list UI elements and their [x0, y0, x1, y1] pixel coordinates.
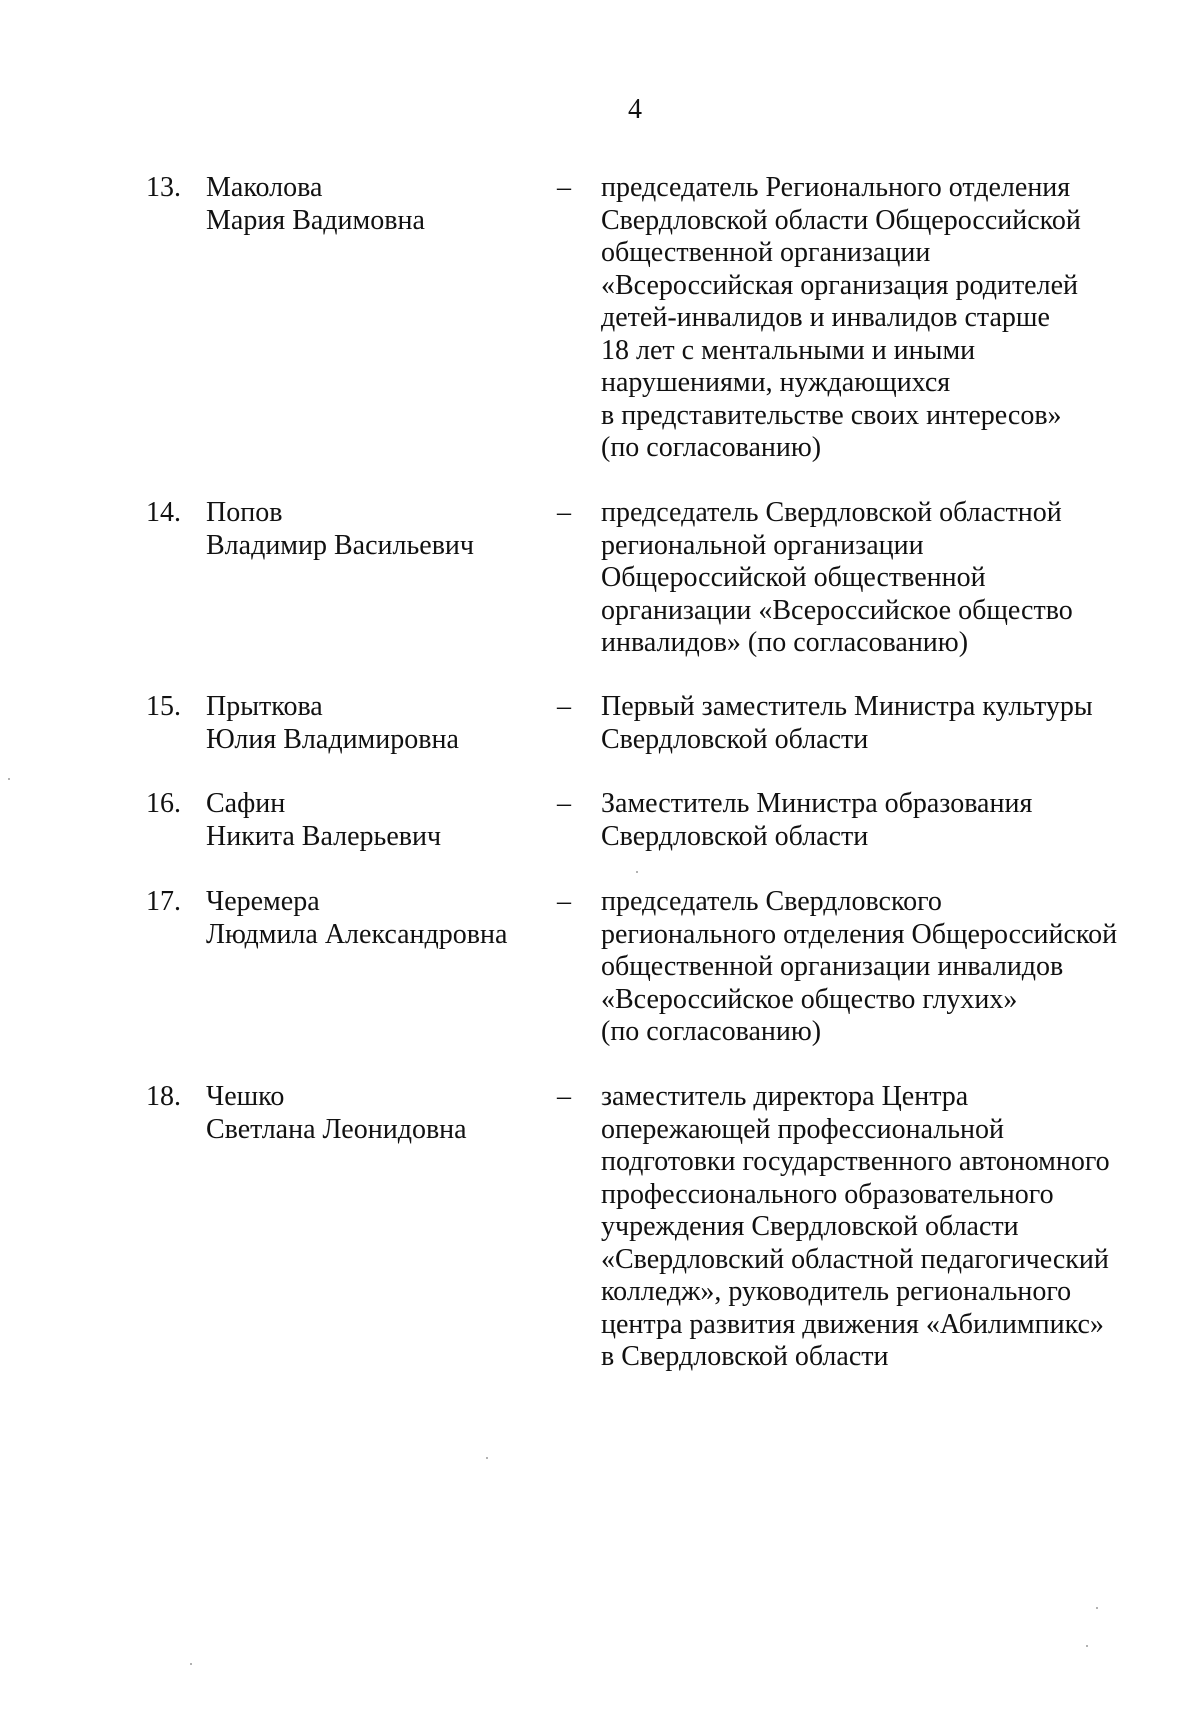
separator-dash: – — [557, 788, 571, 819]
scan-speck — [636, 871, 638, 873]
member-surname: Попов — [206, 497, 283, 528]
position-line: Свердловской области — [601, 723, 869, 755]
position-line: «Свердловский областной педагогический — [601, 1243, 1109, 1275]
position-line: председатель Свердловского — [601, 886, 942, 917]
member-given-names: Юлия Владимировна — [206, 723, 459, 755]
separator-dash: – — [557, 172, 571, 203]
position-line: Свердловской области Общероссийской — [601, 204, 1081, 236]
position-line: председатель Регионального отделения — [601, 172, 1071, 203]
separator-dash: – — [557, 886, 571, 917]
position-line: (по согласованию) — [601, 432, 822, 463]
position-line: (по согласованию) — [601, 1016, 822, 1047]
position-line: общественной организации инвалидов — [601, 951, 1064, 982]
member-position — [601, 1081, 1141, 1374]
position-line: детей-инвалидов и инвалидов старше — [601, 302, 1050, 333]
position-line: общественной организации — [601, 237, 931, 268]
position-line: учреждения Свердловской области — [601, 1211, 1019, 1242]
member-given-names: Светлана Леонидовна — [206, 1113, 467, 1145]
position-line: в представительстве своих интересов» — [601, 399, 1062, 431]
member-surname: Прыткова — [206, 691, 323, 722]
separator-dash: – — [557, 691, 571, 722]
scan-speck — [190, 1663, 192, 1665]
position-line: регионального отделения Общероссийской — [601, 918, 1118, 950]
position-line: организации «Всероссийское общество — [601, 594, 1073, 626]
position-line: профессионального образовательного — [601, 1178, 1054, 1210]
position-line: инвалидов» (по согласованию) — [601, 627, 969, 658]
member-name — [206, 788, 536, 853]
member-position — [601, 886, 1141, 1049]
member-given-names: Никита Валерьевич — [206, 820, 442, 852]
position-line: региональной организации — [601, 529, 924, 561]
member-given-names: Людмила Александровна — [206, 918, 508, 950]
scan-speck — [1086, 1645, 1088, 1647]
member-surname: Чешко — [206, 1081, 285, 1112]
entry-number: 13. — [146, 172, 181, 203]
entry-number: 18. — [146, 1081, 181, 1112]
member-name — [206, 172, 536, 237]
member-position — [601, 172, 1141, 465]
position-line: председатель Свердловской областной — [601, 497, 1062, 528]
member-position — [601, 497, 1141, 660]
position-line: в Свердловской области — [601, 1341, 889, 1372]
scan-speck — [1096, 1607, 1098, 1609]
entry-number: 17. — [146, 886, 181, 917]
member-surname: Черемера — [206, 886, 320, 917]
member-position — [601, 788, 1141, 853]
member-name — [206, 497, 536, 562]
position-line: колледж», руководитель регионального — [601, 1276, 1072, 1307]
member-position — [601, 691, 1141, 756]
member-given-names: Мария Вадимовна — [206, 204, 425, 236]
entry-number: 15. — [146, 691, 181, 722]
entry-number: 14. — [146, 497, 181, 528]
position-line: Общероссийской общественной — [601, 562, 986, 593]
position-line: центра развития движения «Абилимпикс» — [601, 1308, 1104, 1340]
position-line: 18 лет с ментальными и иными — [601, 334, 976, 366]
scan-speck — [486, 1457, 488, 1459]
member-surname: Сафин — [206, 788, 286, 819]
position-line: Заместитель Министра образования — [601, 788, 1033, 819]
position-line: Свердловской области — [601, 820, 869, 852]
position-line: нарушениями, нуждающихся — [601, 367, 951, 398]
scan-speck — [8, 778, 10, 780]
position-line: Первый заместитель Министра культуры — [601, 691, 1093, 722]
member-name — [206, 691, 536, 756]
member-surname: Маколова — [206, 172, 323, 203]
position-line: «Всероссийское общество глухих» — [601, 983, 1018, 1015]
member-name — [206, 886, 536, 951]
separator-dash: – — [557, 497, 571, 528]
member-name — [206, 1081, 536, 1146]
position-line: опережающей профессиональной — [601, 1113, 1004, 1145]
separator-dash: – — [557, 1081, 571, 1112]
member-given-names: Владимир Васильевич — [206, 529, 474, 561]
position-line: подготовки государственного автономного — [601, 1146, 1110, 1177]
page-number: 4 — [628, 94, 642, 125]
position-line: заместитель директора Центра — [601, 1081, 969, 1112]
position-line: «Всероссийская организация родителей — [601, 269, 1078, 301]
entry-number: 16. — [146, 788, 181, 819]
